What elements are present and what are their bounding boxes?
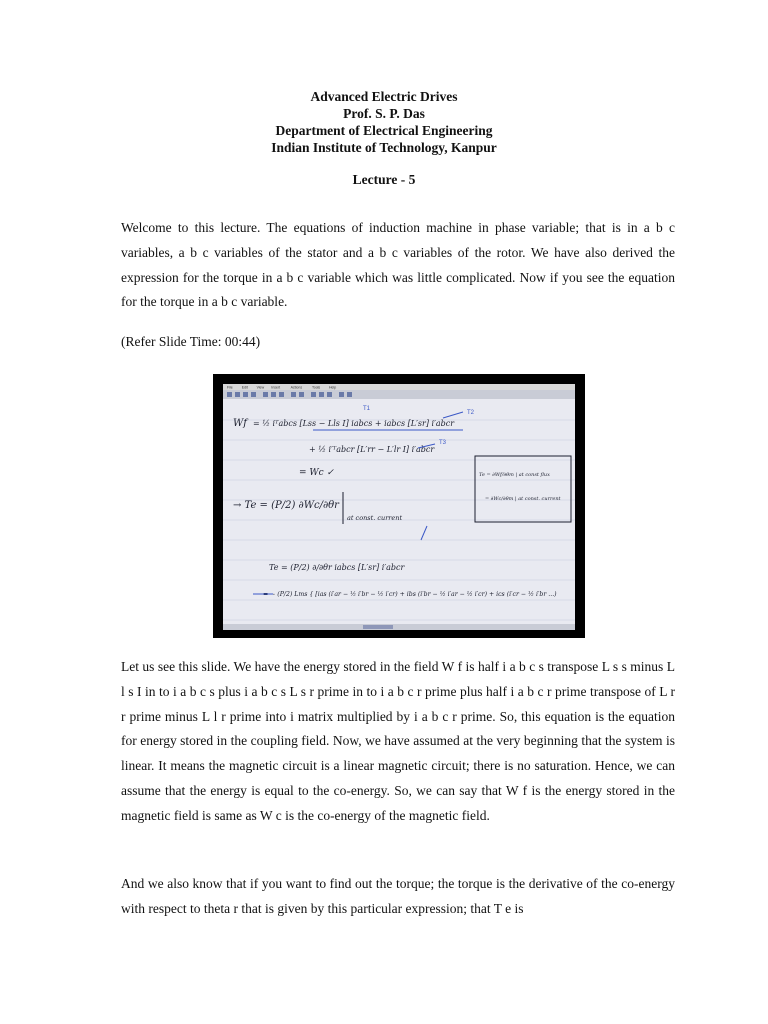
intro-paragraph: Welcome to this lecture. The equations of induction machine in phase variable; that is in a b c variables, a b c variables of the stator and a b c variables of the rotor. We have also derived the expression for the torque in a b c variable which was little complicated. Now if you see the equation for the torque in a b c variable. <box>121 220 675 310</box>
refer-slide-time: (Refer Slide Time: 00:44) <box>121 334 261 349</box>
eq-wc: = Wc ✓ <box>299 468 335 478</box>
eq-te3: = − (P/2) Lms { [ias (i′ar − ½ i′br − ½ i′cr) + ibs (i′br − ½ i′ar − ½ i′cr) + ics (i′cr − ½ i′br ...) <box>263 591 557 598</box>
eq-te-condition: at const. current <box>347 514 403 522</box>
eq-wf-lhs: Wf <box>233 418 247 429</box>
slide-menu-item: Insert <box>271 385 281 390</box>
eq-te: → Te = (P/2) ∂Wc/∂θr <box>233 500 339 511</box>
eq-te2: Te = (P/2) ∂/∂θr iabcs [L′sr] i′abcr <box>269 563 405 572</box>
slide-menu-item: Actions <box>290 385 303 390</box>
tag-t2: T2 <box>467 410 475 416</box>
department-name: Department of Electrical Engineering <box>275 123 493 138</box>
tag-t3: T3 <box>439 440 447 446</box>
eq-wf-rhs: = ½ iᵀabcs [Lss − Lls I] iabcs + iabcs [L′sr] i′abcr <box>253 419 455 428</box>
lecture-number: Lecture - 5 <box>352 172 416 187</box>
slide-menu-item: Tools <box>312 385 321 390</box>
slide-menu-item: Help <box>329 385 337 390</box>
eq-wf-rhs2: + ½ i′ᵀabcr [L′rr − L′lr I] i′abcr <box>309 445 435 454</box>
torque-paragraph: And we also know that if you want to find out the torque; the torque is the derivative of the co-energy with respect to theta r that is given by this particular expression; that T e is <box>121 876 675 916</box>
professor-name: Prof. S. P. Das <box>343 106 425 121</box>
side-note-line-1: Te = ∂Wf/∂θm | at const flux <box>479 472 550 478</box>
slide-menu-item: Edit <box>241 385 248 390</box>
slide-scrollbar <box>223 624 575 630</box>
slide-explanation-paragraph: Let us see this slide. We have the energy stored in the field W f is half i a b c s transpose L s s minus L l s I in to i a b c s plus i a b c s L s r prime in to i a b c r prime plus half i a b c r prime transpose of L r r prime minus L l r prime into i matrix multiplied by i a b c r prime. So, this equation is the equation for energy stored in the coupling field. Now, we have assumed at the very beginning that the system is linear. It means the magnetic circuit is a linear magnetic circuit; there is no saturation. Hence, we can assume that the energy is equal to the co-energy. So, we can say that W f is the energy stored in the magnetic field is same as W c is the co-energy of the magnetic field. <box>121 659 675 823</box>
course-title: Advanced Electric Drives <box>310 89 458 104</box>
slide-scrollbar-thumb <box>363 625 393 629</box>
tag-t1: T1 <box>363 406 371 412</box>
document-header <box>0 88 768 156</box>
slide-menu-item: View <box>256 385 265 390</box>
side-note-line-2: = ∂Wc/∂θm | at const. current <box>485 496 561 502</box>
slide-drawing <box>213 374 585 638</box>
institute-name: Indian Institute of Technology, Kanpur <box>271 140 497 155</box>
lecture-slide-image <box>213 374 585 638</box>
slide-menu-item: File <box>227 385 233 390</box>
